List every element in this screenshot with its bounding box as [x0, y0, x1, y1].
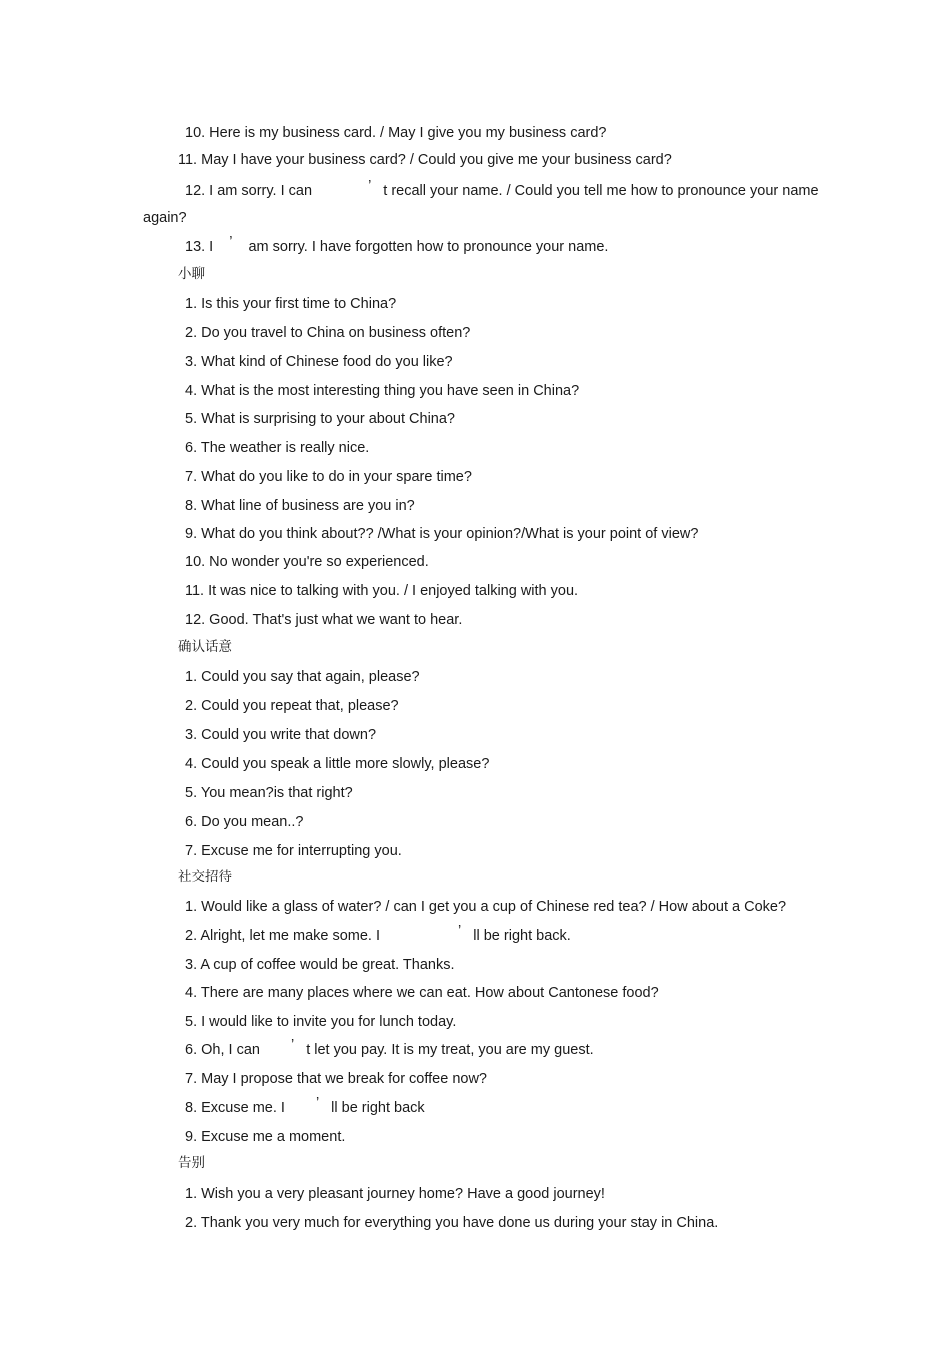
list-item-part-b: ll be right back: [331, 1100, 425, 1116]
list-item-part-a: 8. Excuse me. I: [185, 1100, 285, 1116]
list-item: 4. What is the most interesting thing you have seen in China?: [185, 383, 580, 399]
list-item: 1. Is this your first time to China?: [185, 296, 397, 312]
sentence-11: 11. May I have your business card? / Could you give me your business card?: [178, 152, 672, 168]
list-item: 6. Do you mean..?: [185, 814, 304, 830]
sentence-12-continuation: again?: [143, 210, 187, 226]
list-item: 6. The weather is really nice.: [185, 440, 370, 456]
list-item: 3. A cup of coffee would be great. Thanks.: [185, 957, 455, 973]
list-item: 3. Could you write that down?: [185, 727, 377, 743]
list-item: 3. What kind of Chinese food do you like?: [185, 354, 453, 370]
list-item: 1. Would like a glass of water? / can I get you a cup of Chinese red tea? / How about a Coke?: [185, 899, 787, 915]
list-item: 1. Could you say that again, please?: [185, 669, 420, 685]
list-item-part-b: t let you pay. It is my treat, you are my guest.: [306, 1042, 594, 1058]
list-item: 7. What do you like to do in your spare time?: [185, 469, 472, 485]
list-item: 5. You mean?is that right?: [185, 785, 353, 801]
list-item: 5. I would like to invite you for lunch today.: [185, 1014, 457, 1030]
list-item: 2. Do you travel to China on business often?: [185, 325, 471, 341]
apostrophe: ’: [458, 923, 462, 939]
sentence-12-part-a: 12. I am sorry. I can: [185, 183, 313, 199]
sentence-12-part-b: t recall your name. / Could you tell me how to pronounce your name: [383, 183, 819, 199]
list-item: 10. No wonder you're so experienced.: [185, 554, 429, 570]
section-heading-small-talk: 小聊: [178, 266, 205, 282]
list-item: 1. Wish you a very pleasant journey home? Have a good journey!: [185, 1186, 605, 1202]
sentence-13-apostrophe: ’: [229, 234, 233, 250]
list-item: 2. Could you repeat that, please?: [185, 698, 399, 714]
list-item-part-b: ll be right back.: [473, 928, 571, 944]
list-item: 7. Excuse me for interrupting you.: [185, 843, 402, 859]
list-item: 5. What is surprising to your about China?: [185, 411, 455, 427]
apostrophe: ’: [315, 1095, 320, 1111]
apostrophe: ’: [290, 1037, 295, 1053]
sentence-13-part-b: am sorry. I have forgotten how to pronounce your name.: [248, 239, 609, 255]
list-item: 4. There are many places where we can eat. How about Cantonese food?: [185, 985, 659, 1001]
section-heading-social: 社交招待: [178, 869, 232, 885]
sentence-13-part-a: 13. I: [185, 239, 214, 255]
list-item: 8. What line of business are you in?: [185, 498, 415, 514]
list-item: 11. It was nice to talking with you. / I enjoyed talking with you.: [185, 583, 579, 599]
section-heading-farewell: 告别: [178, 1155, 205, 1171]
list-item-part-a: 6. Oh, I can: [185, 1042, 260, 1058]
list-item: [185, 1095, 425, 1117]
sentence-12: [185, 178, 819, 200]
list-item: 9. What do you think about?? /What is your opinion?/What is your point of view?: [185, 526, 699, 542]
list-item: 4. Could you speak a little more slowly, please?: [185, 756, 490, 772]
sentence-10: 10. Here is my business card. / May I give you my business card?: [185, 125, 607, 141]
list-item: 2. Thank you very much for everything you have done us during your stay in China.: [185, 1215, 719, 1231]
sentence-13: [185, 234, 609, 256]
list-item: 9. Excuse me a moment.: [185, 1129, 346, 1145]
section-heading-confirm: 确认话意: [178, 639, 232, 655]
list-item: [185, 923, 571, 945]
list-item: 7. May I propose that we break for coffee now?: [185, 1071, 487, 1087]
list-item-part-a: 2. Alright, let me make some. I: [185, 928, 381, 944]
list-item: [185, 1037, 594, 1059]
list-item: 12. Good. That's just what we want to hear.: [185, 612, 463, 628]
sentence-12-apostrophe: ’: [368, 178, 372, 194]
